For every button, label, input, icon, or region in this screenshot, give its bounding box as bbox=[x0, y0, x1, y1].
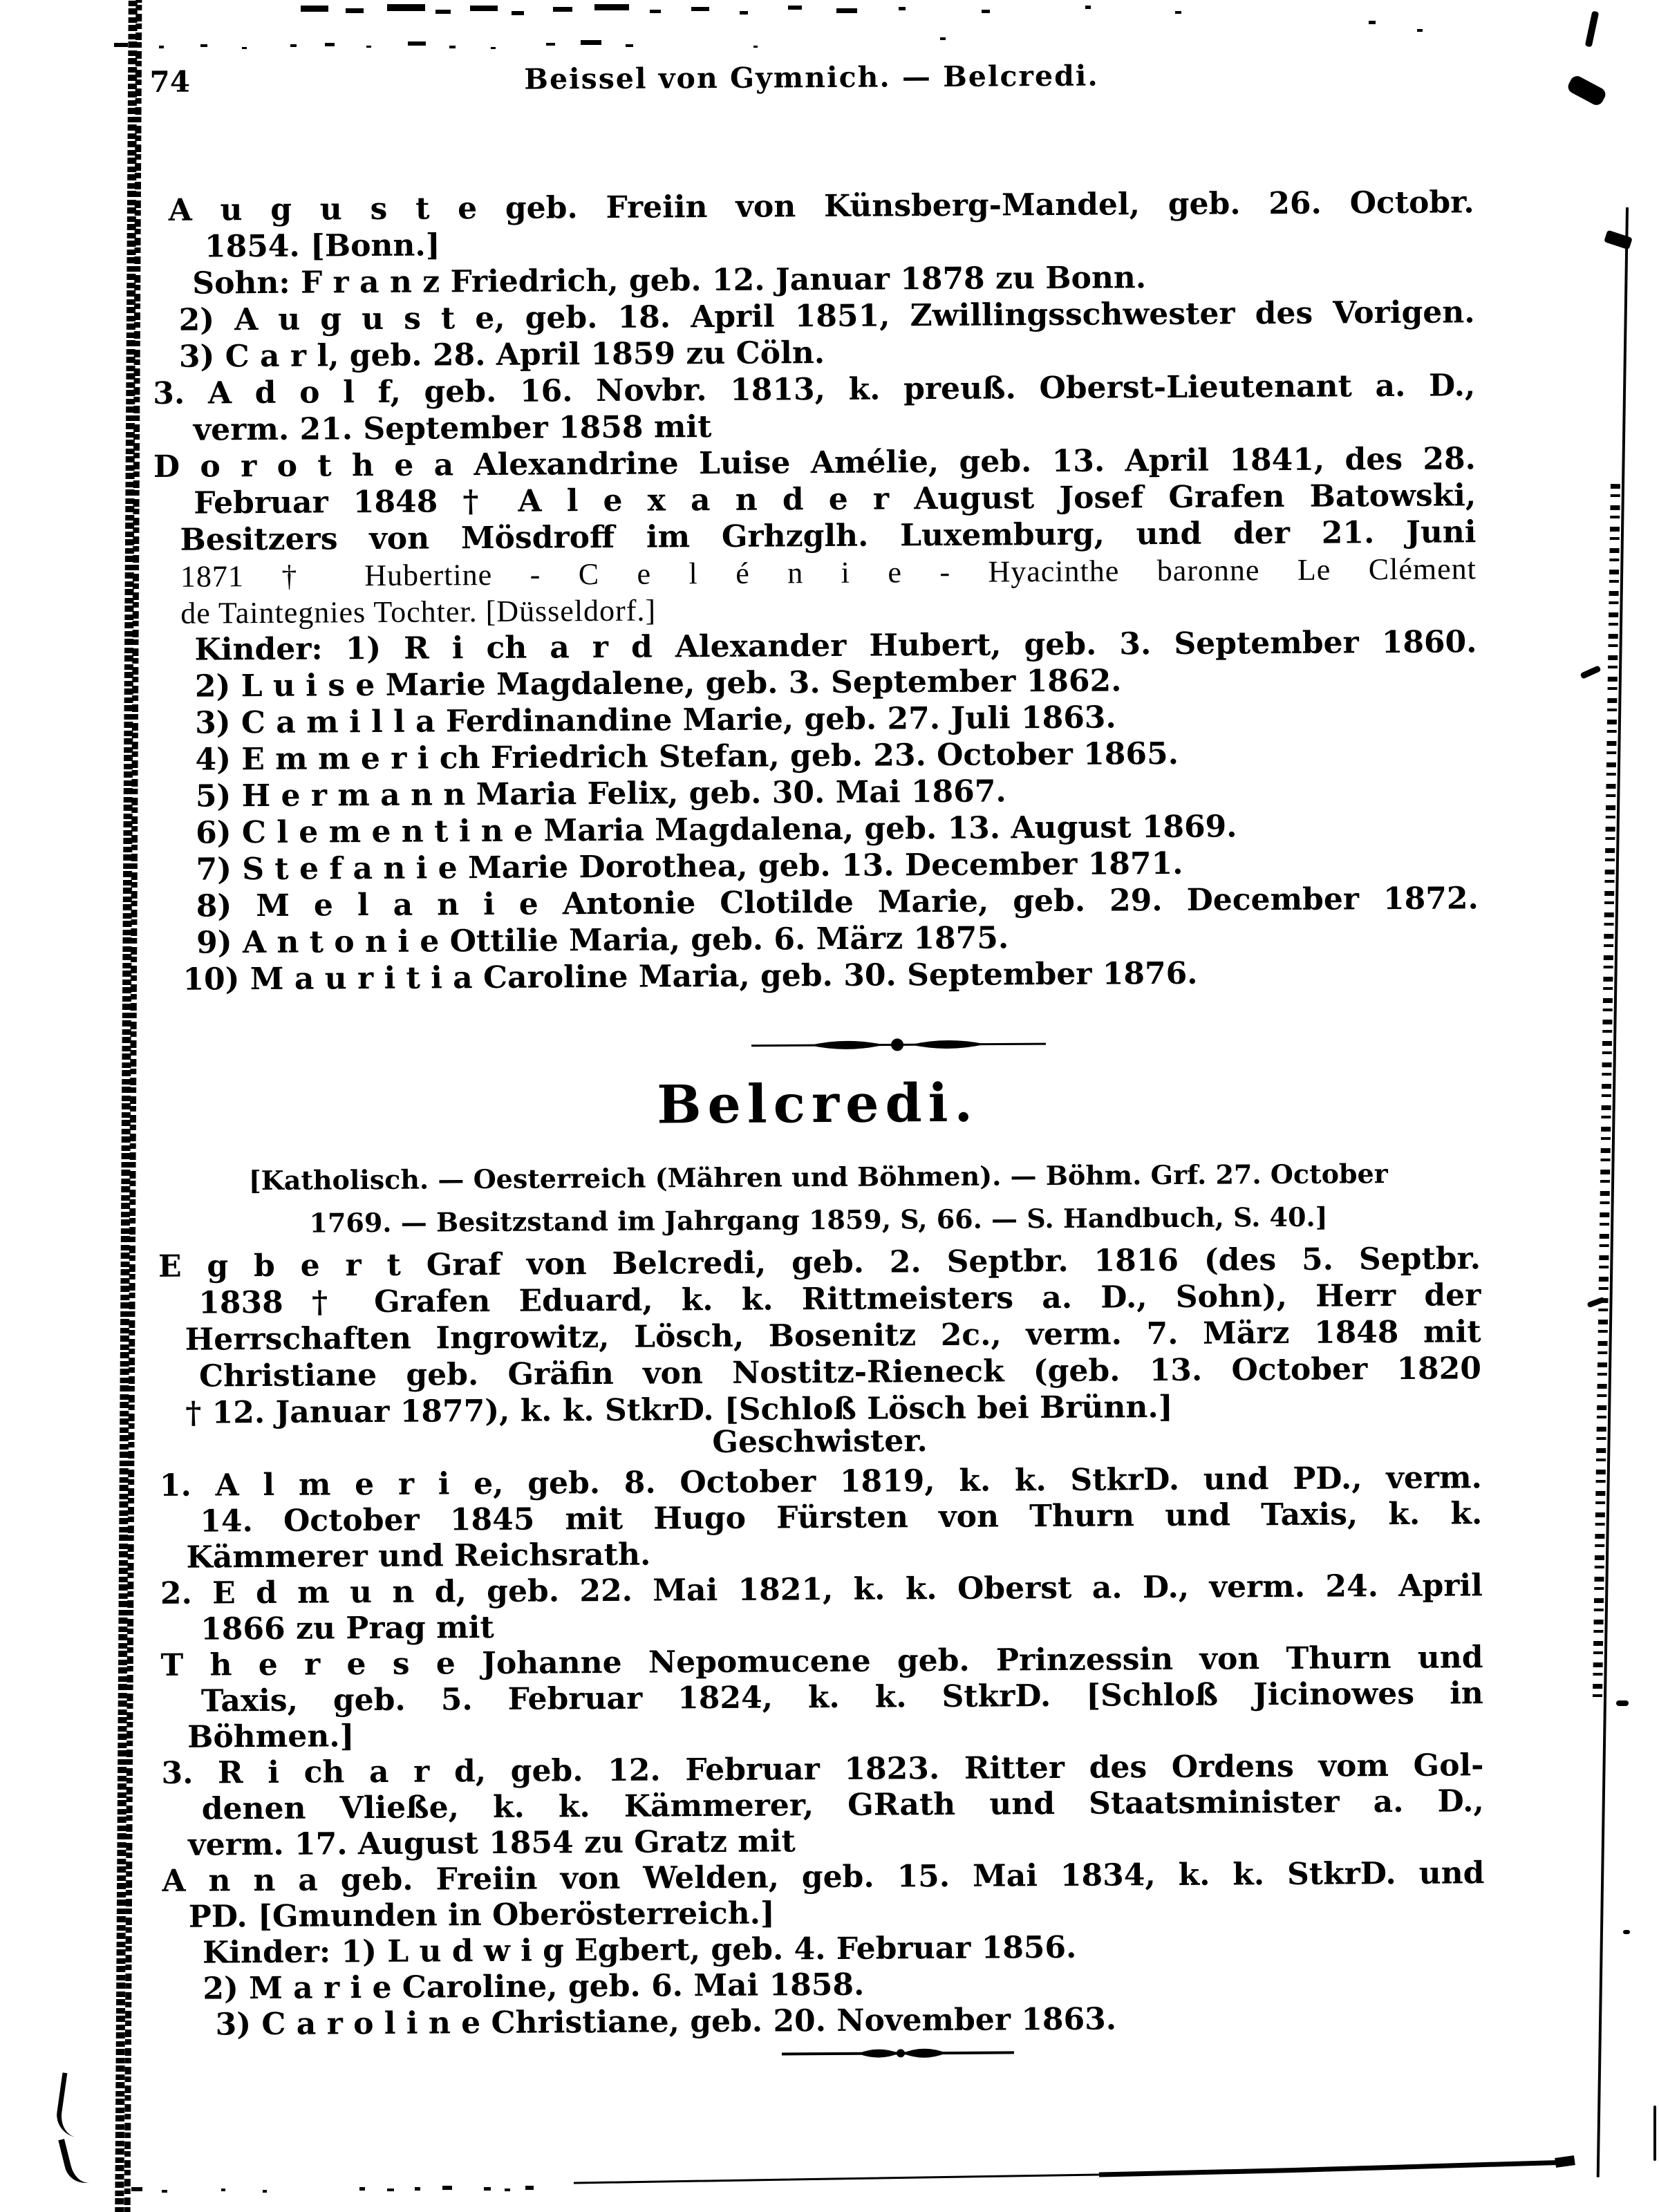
text-line: Christiane geb. Gräfin von Nostitz-Rieneck (geb. 13. October 1820 bbox=[198, 1351, 1482, 1394]
article-heading: Belcredi. bbox=[657, 1071, 980, 1136]
text-line: Kinder: 1) R i ch a r d Alexander Hubert, geb. 3. September 1860. bbox=[194, 624, 1477, 668]
text-line: 7) S t e f a n i e Marie Dorothea, geb. 13. December 1871. bbox=[196, 845, 1183, 888]
text-line: Kämmerer und Reichsrath. bbox=[186, 1537, 651, 1575]
text-line: Sohn: F r a n z Friedrich, geb. 12. Januar 1878 zu Bonn. bbox=[192, 260, 1147, 301]
text-line: Kinder: 1) L u d w i g Egbert, geb. 4. Februar 1856. bbox=[202, 1929, 1077, 1971]
text-line: verm. 21. September 1858 mit bbox=[193, 409, 712, 448]
geschwister-subheading: Geschwister. bbox=[712, 1423, 928, 1461]
text-line: 3) C a r l, geb. 28. April 1859 zu Cöln. bbox=[178, 335, 825, 375]
text-line: 8) M e l a n i e Antonie Clotilde Marie, geb. 29. December 1872. bbox=[196, 881, 1479, 924]
text-line: 3. A d o l f, geb. 16. Novbr. 1813, k. preuß. Oberst-Lieutenant a. D., bbox=[153, 368, 1476, 411]
text-line: E g b e r t Graf von Belcredi, geb. 2. Septbr. 1816 (des 5. Septbr. bbox=[158, 1241, 1481, 1284]
text-line: 2) M a r i e Caroline, geb. 6. Mai 1858. bbox=[203, 1967, 865, 2007]
right-edge-tick-bottom bbox=[1653, 2106, 1656, 2161]
text-line: 1871 † Hubertine - C e l é n i e - Hyacinthe baronne Le Clément bbox=[180, 552, 1477, 594]
right-edge-mark-5 bbox=[1623, 1930, 1630, 1934]
text-line: 10) M a u r i t i a Caroline Maria, geb. 30. September 1876. bbox=[182, 955, 1198, 997]
text-line: 6) C l e m e n t i n e Maria Magdalena, geb. 13. August 1869. bbox=[196, 809, 1237, 851]
text-line: 14. October 1845 mit Hugo Fürsten von Thurn und Taxis, k. k. bbox=[200, 1496, 1483, 1539]
text-line: verm. 17. August 1854 zu Gratz mit bbox=[187, 1824, 796, 1863]
right-edge-mark-4 bbox=[1616, 1700, 1629, 1706]
text-line: 2) L u i s e Marie Magdalene, geb. 3. September 1862. bbox=[194, 663, 1122, 704]
text-line: Taxis, geb. 5. Februar 1824, k. k. StkrD. [Schloß Jicinowes in bbox=[200, 1676, 1483, 1719]
text-line: Februar 1848 † A l e x a n d e r August Josef Grafen Batowski, bbox=[194, 478, 1477, 521]
text-line: Herrschaften Ingrowitz, Lösch, Bosenitz 2c., verm. 7. März 1848 mit bbox=[185, 1314, 1481, 1358]
text-line: 1854. [Bonn.] bbox=[204, 227, 440, 265]
text-line: 3) C a r o l i n e Christiane, geb. 20. November 1863. bbox=[215, 2001, 1117, 2043]
running-header bbox=[149, 57, 1473, 100]
text-line: Besitzers von Mösdroff im Grhzglh. Luxemburg, und der 21. Juni bbox=[180, 514, 1477, 558]
text-line: denen Vließe, k. k. Kämmerer, GRath und Staatsminister a. D., bbox=[201, 1783, 1484, 1827]
text-line: 2. E d m u n d, geb. 22. Mai 1821, k. k. Oberst a. D., verm. 24. April bbox=[160, 1568, 1483, 1611]
text-line: A u g u s t e geb. Freiin von Künsberg-Mandel, geb. 26. Octobr. bbox=[168, 185, 1474, 228]
text-line: 3) C a m i l l a Ferdinandine Marie, geb. 27. Juli 1863. bbox=[195, 700, 1116, 741]
belcredi-head-text bbox=[157, 1240, 1482, 1432]
top-dirt-speckles bbox=[104, 0, 1486, 62]
text-line: 3. R i ch a r d, geb. 12. Februar 1823. Ritter des Ordens vom Gol- bbox=[161, 1747, 1484, 1791]
text-line: Böhmen.] bbox=[187, 1718, 355, 1755]
text-line: † 12. Januar 1877), k. k. StkrD. [Schloß Lösch bei Brünn.] bbox=[185, 1389, 1173, 1431]
page-number: 74 bbox=[149, 64, 191, 99]
bottom-ticks bbox=[131, 2183, 615, 2197]
text-line: 5) H e r m a n n Maria Felix, geb. 30. Mai 1867. bbox=[195, 774, 1006, 814]
text-line: A n n a geb. Freiin von Welden, geb. 15. Mai 1834, k. k. StkrD. und bbox=[162, 1855, 1485, 1899]
text-line: 4) E m m e r i ch Friedrich Stefan, geb. 23. October 1865. bbox=[195, 735, 1179, 778]
beissel-article-text bbox=[151, 184, 1479, 998]
intro-line: 1769. — Besitzstand im Jahrgang 1859, S, 66. — S. Handbuch, S. 40.] bbox=[309, 1201, 1328, 1239]
text-line: PD. [Gmunden in Oberösterreich.] bbox=[188, 1895, 775, 1935]
text-line: 9) A n t o n i e Ottilie Maria, geb. 6. März 1875. bbox=[196, 920, 1009, 961]
text-line: 1866 zu Prag mit bbox=[200, 1609, 494, 1647]
text-line: 1. A l m e r i e, geb. 8. October 1819, k. k. StkrD. und PD., verm. bbox=[159, 1460, 1483, 1503]
intro-line: [Katholisch. — Oesterreich (Mähren und Böhmen). — Böhm. Grf. 27. October bbox=[248, 1158, 1388, 1197]
text-line: T h e r e s e Johanne Nepomucene geb. Prinzessin von Thurn und bbox=[160, 1640, 1483, 1683]
belcredi-siblings-text bbox=[158, 1460, 1485, 2043]
section-divider-ornament bbox=[750, 1034, 1047, 1058]
article-intro-note bbox=[156, 1152, 1481, 1246]
text-line: de Taintegnies Tochter. [Düsseldorf.] bbox=[180, 593, 657, 630]
running-header-title: Beissel von Gymnich. — Belcredi. bbox=[524, 59, 1099, 96]
bottom-curve-shadow bbox=[574, 2155, 1583, 2186]
end-divider-ornament bbox=[780, 2043, 1015, 2065]
text-line: D o r o t h e a Alexandrine Luise Amélie, geb. 13. April 1841, des 28. bbox=[153, 441, 1477, 485]
text-line: 2) A u g u s t e, geb. 18. April 1851, Zwillingsschwester des Vorigen. bbox=[178, 294, 1475, 338]
text-line: 1838 † Grafen Eduard, k. k. Rittmeisters a. D., Sohn), Herr der bbox=[198, 1277, 1481, 1321]
